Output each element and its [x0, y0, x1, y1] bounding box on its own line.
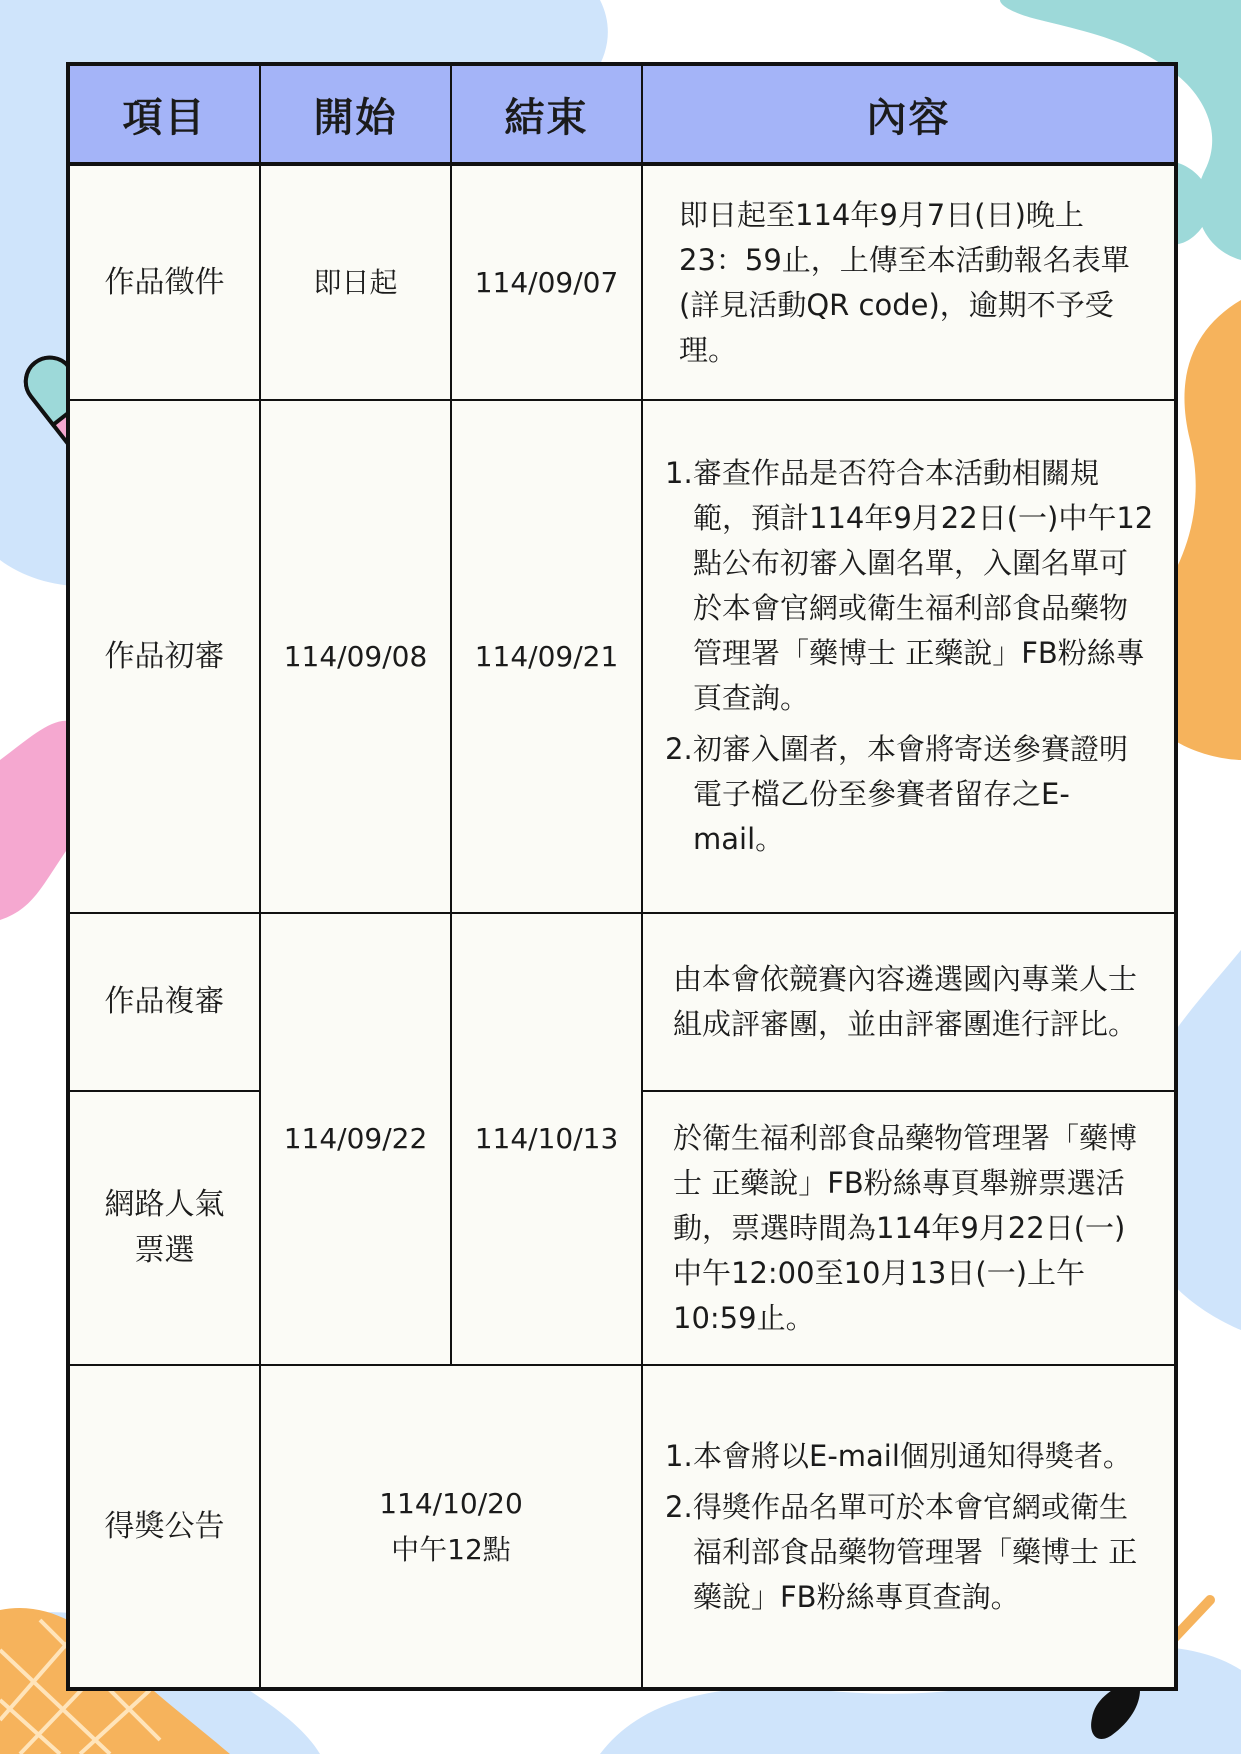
table-row-award [68, 1365, 1176, 1689]
item-submission: 作品徵件 [68, 164, 260, 400]
schedule-table [66, 62, 1178, 1691]
content-award [642, 1365, 1176, 1689]
list-item-text: 初審入圍者，本會將寄送參賽證明電子檔乙份至參賽者留存之E-mail。 [693, 732, 1129, 856]
content-vote [642, 1091, 1176, 1365]
content-submission [642, 164, 1176, 400]
list-item [665, 1434, 1156, 1479]
header-content: 內容 [642, 64, 1176, 164]
item-preliminary: 作品初審 [68, 400, 260, 913]
table-header-row [68, 64, 1176, 164]
date-award-line1: 114/10/20 [379, 1486, 523, 1520]
item-vote-line2: 票選 [134, 1233, 195, 1268]
list-number: 2. [665, 1489, 693, 1524]
start-preliminary: 114/09/08 [260, 400, 451, 913]
table-row-submission [68, 164, 1176, 400]
list-number: 1. [665, 1438, 693, 1473]
item-award: 得獎公告 [68, 1365, 260, 1689]
end-submission: 114/09/07 [451, 164, 642, 400]
preliminary-list [665, 451, 1156, 862]
end-preliminary: 114/09/21 [451, 400, 642, 913]
list-item [665, 727, 1156, 862]
header-item: 項目 [68, 64, 260, 164]
table-row-preliminary [68, 400, 1176, 913]
award-list [665, 1434, 1156, 1620]
table-row-review [68, 913, 1176, 1091]
list-number: 1. [665, 456, 693, 490]
end-review-vote: 114/10/13 [451, 913, 642, 1365]
list-item-text: 得獎作品名單可於本會官網或衛生福利部食品藥物管理署「藥博士 正藥說」FB粉絲專頁查詢。 [693, 1489, 1138, 1614]
list-item [665, 1485, 1156, 1620]
date-award-line2: 中午12點 [391, 1532, 511, 1566]
content-review [642, 913, 1176, 1091]
list-item-text: 審查作品是否符合本活動相關規範，預計114年9月22日(一)中午12點公布初審入圍名單，入圍名單可於本會官網或衛生福利部食品藥物管理署「藥博士 正藥說」FB粉絲專頁查詢。 [693, 456, 1154, 715]
start-review-vote: 114/09/22 [260, 913, 451, 1365]
header-start: 開始 [260, 64, 451, 164]
header-end: 結束 [451, 64, 642, 164]
item-review: 作品複審 [68, 913, 260, 1091]
content-submission-text: 即日起至114年9月7日(日)晚上23：59止，上傳至本活動報名表單(詳見活動QR code)，逾期不予受理。 [679, 197, 1130, 367]
list-item [665, 451, 1156, 721]
item-vote [68, 1091, 260, 1365]
content-vote-text: 於衛生福利部食品藥物管理署「藥博士 正藥說」FB粉絲專頁舉辦票選活動，票選時間為114年9月22日(一)中午12:00至10月13日(一)上午10:59止。 [673, 1120, 1138, 1335]
list-item-text: 本會將以E-mail個別通知得獎者。 [693, 1438, 1132, 1473]
schedule-sheet [66, 62, 1174, 1691]
date-award [260, 1365, 642, 1689]
content-review-text: 由本會依競賽內容遴選國內專業人士組成評審團，並由評審團進行評比。 [673, 962, 1138, 1041]
start-submission: 即日起 [260, 164, 451, 400]
content-preliminary [642, 400, 1176, 913]
list-number: 2. [665, 732, 693, 766]
item-vote-line1: 網路人氣 [104, 1187, 225, 1222]
